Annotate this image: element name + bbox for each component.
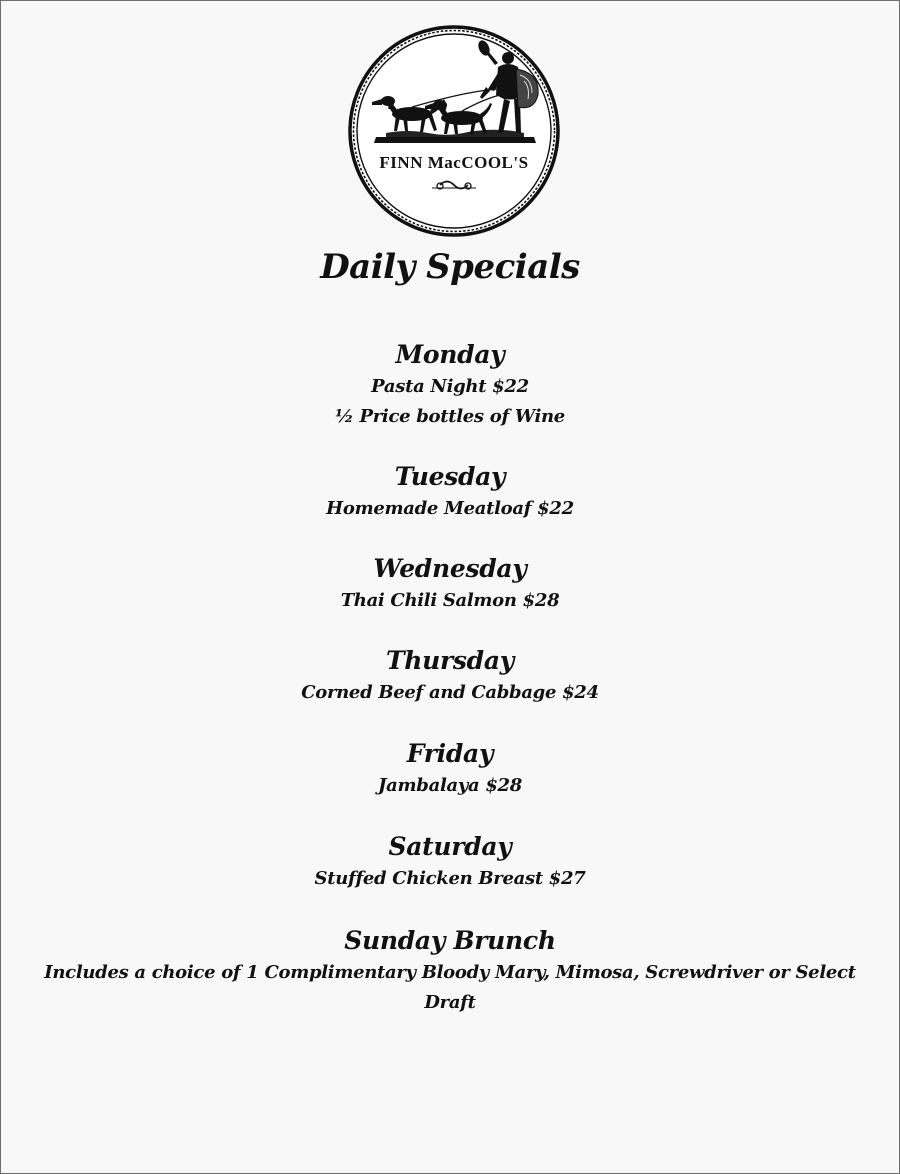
special-item: Corned Beef and Cabbage $24 — [301, 682, 599, 703]
day-heading: Monday — [395, 340, 505, 369]
day-heading: Tuesday — [394, 462, 506, 491]
menu-title: Daily Specials — [320, 247, 580, 287]
special-item: Homemade Meatloaf $22 — [326, 498, 574, 519]
wednesday-section — [1, 552, 899, 616]
special-item: Includes a choice of 1 Complimentary Bloody Mary, Mimosa, Screwdriver or Select Draft — [44, 962, 856, 1013]
thursday-section — [1, 644, 899, 708]
sunday-brunch-section — [1, 924, 899, 1018]
friday-section — [1, 737, 899, 801]
saturday-section — [1, 830, 899, 894]
day-heading: Sunday Brunch — [344, 926, 556, 955]
day-heading: Friday — [406, 739, 494, 768]
restaurant-logo — [348, 25, 560, 237]
special-item: ½ Price bottles of Wine — [335, 406, 565, 427]
special-item: Stuffed Chicken Breast $27 — [314, 868, 586, 889]
logo-wordmark: FINN MacCOOL'S — [379, 153, 529, 172]
day-heading: Saturday — [388, 832, 512, 861]
day-heading: Thursday — [385, 646, 514, 675]
special-item: Thai Chili Salmon $28 — [340, 590, 560, 611]
monday-section — [1, 338, 899, 432]
hunter-with-hounds-logo-icon — [348, 25, 560, 237]
special-item: Jambalaya $28 — [377, 775, 523, 796]
special-item: Pasta Night $22 — [371, 376, 529, 397]
day-heading: Wednesday — [373, 554, 527, 583]
tuesday-section — [1, 460, 899, 524]
